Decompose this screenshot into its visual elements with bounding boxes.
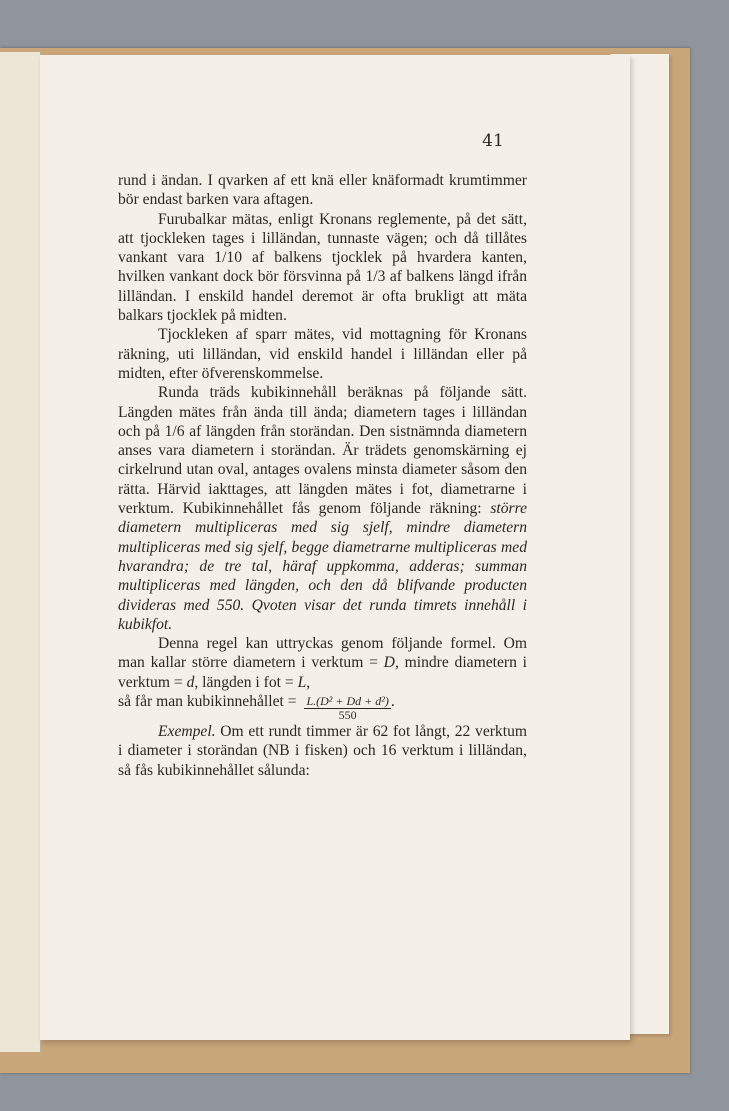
text-run: , mindre diametern i verktum = (118, 654, 527, 691)
paragraph (118, 383, 527, 634)
page-number: 41 (482, 131, 504, 151)
paragraph (118, 210, 527, 326)
italic-run: L (297, 673, 307, 691)
text-run: , längden i fot = (194, 673, 298, 691)
paragraph (118, 325, 527, 383)
text-run: Denna regel kan uttryckas genom följande formel. Om man kallar större diametern i verktum = (118, 635, 527, 672)
formula-suffix: . (390, 693, 395, 711)
body-text (118, 171, 527, 780)
paragraph (118, 634, 527, 692)
text-run: Runda träds kubikinnehåll beräknas på följande sätt. Längden mätes från ända till ända; diametern tages i lilländan och på 1/6 af längden från storändan. Den sistnämnda diametern anses vara diametern i storändan. Är trädets genomskärning ej cirkelrund utan oval, antages ovalens minsta diameter såsom den rätta. Härvid iakttages, att längden mätes i fot, diametrarne i verktum. Kubikinnehållet fås genom följande räkning: (118, 384, 527, 518)
example-label: Exempel. (158, 723, 216, 741)
formula-fraction (304, 695, 390, 722)
formula-denominator: 550 (338, 708, 357, 723)
formula-line (118, 692, 527, 722)
formula-prefix: så får man kubikinnehållet = (118, 693, 301, 711)
facing-page-edge (0, 52, 41, 1052)
text-run: Tjockleken af sparr mätes, vid mottagning för Kronans räkning, uti lilländan, vid enskild handel i lilländan eller på midten, efter öfverenskommelse. (118, 326, 527, 382)
text-run: Furubalkar mätas, enligt Kronans reglemente, på det sätt, att tjockleken tages i lilländan, tunnaste vägen; och då tillåtes vankant vara 1/10 af balkens tjocklek på hvardera kanten, hvilken vankant dock bör försvinna på 1/3 af balkens längd ifrån lilländan. I enskild handel deremot är ofta brukligt att mäta balkars tjocklek på midten. (118, 210, 527, 325)
example-text: Om ett rundt timmer är 62 fot långt, 22 verktum i diameter i storändan (NB i fisken) och 16 verktum i lilländan, så fås kubikinnehållet sålunda: (118, 723, 527, 779)
italic-run: d (186, 673, 195, 691)
formula-numerator: L.(D² + Dd + d²) (306, 694, 389, 709)
text-run: rund i ändan. I qvarken af ett knä eller knäformadt krumtimmer bör endast barken vara aftagen. (118, 172, 527, 209)
italic-run: D (383, 654, 395, 672)
italic-run: större diametern multipliceras med sig sjelf, mindre diametern multipliceras med sig sjelf, begge diametrarne multipliceras med hvarandra; de tre tal, häraf uppkomma, adderas; summan multipliceras med längden, och den då blifvande producten divideras med 550. Qvoten visar det runda timrets innehåll i kubikfot. (118, 500, 527, 633)
example-paragraph (118, 722, 527, 780)
paragraph-list (118, 171, 527, 692)
paragraph (118, 171, 527, 210)
text-run: , (306, 673, 311, 691)
